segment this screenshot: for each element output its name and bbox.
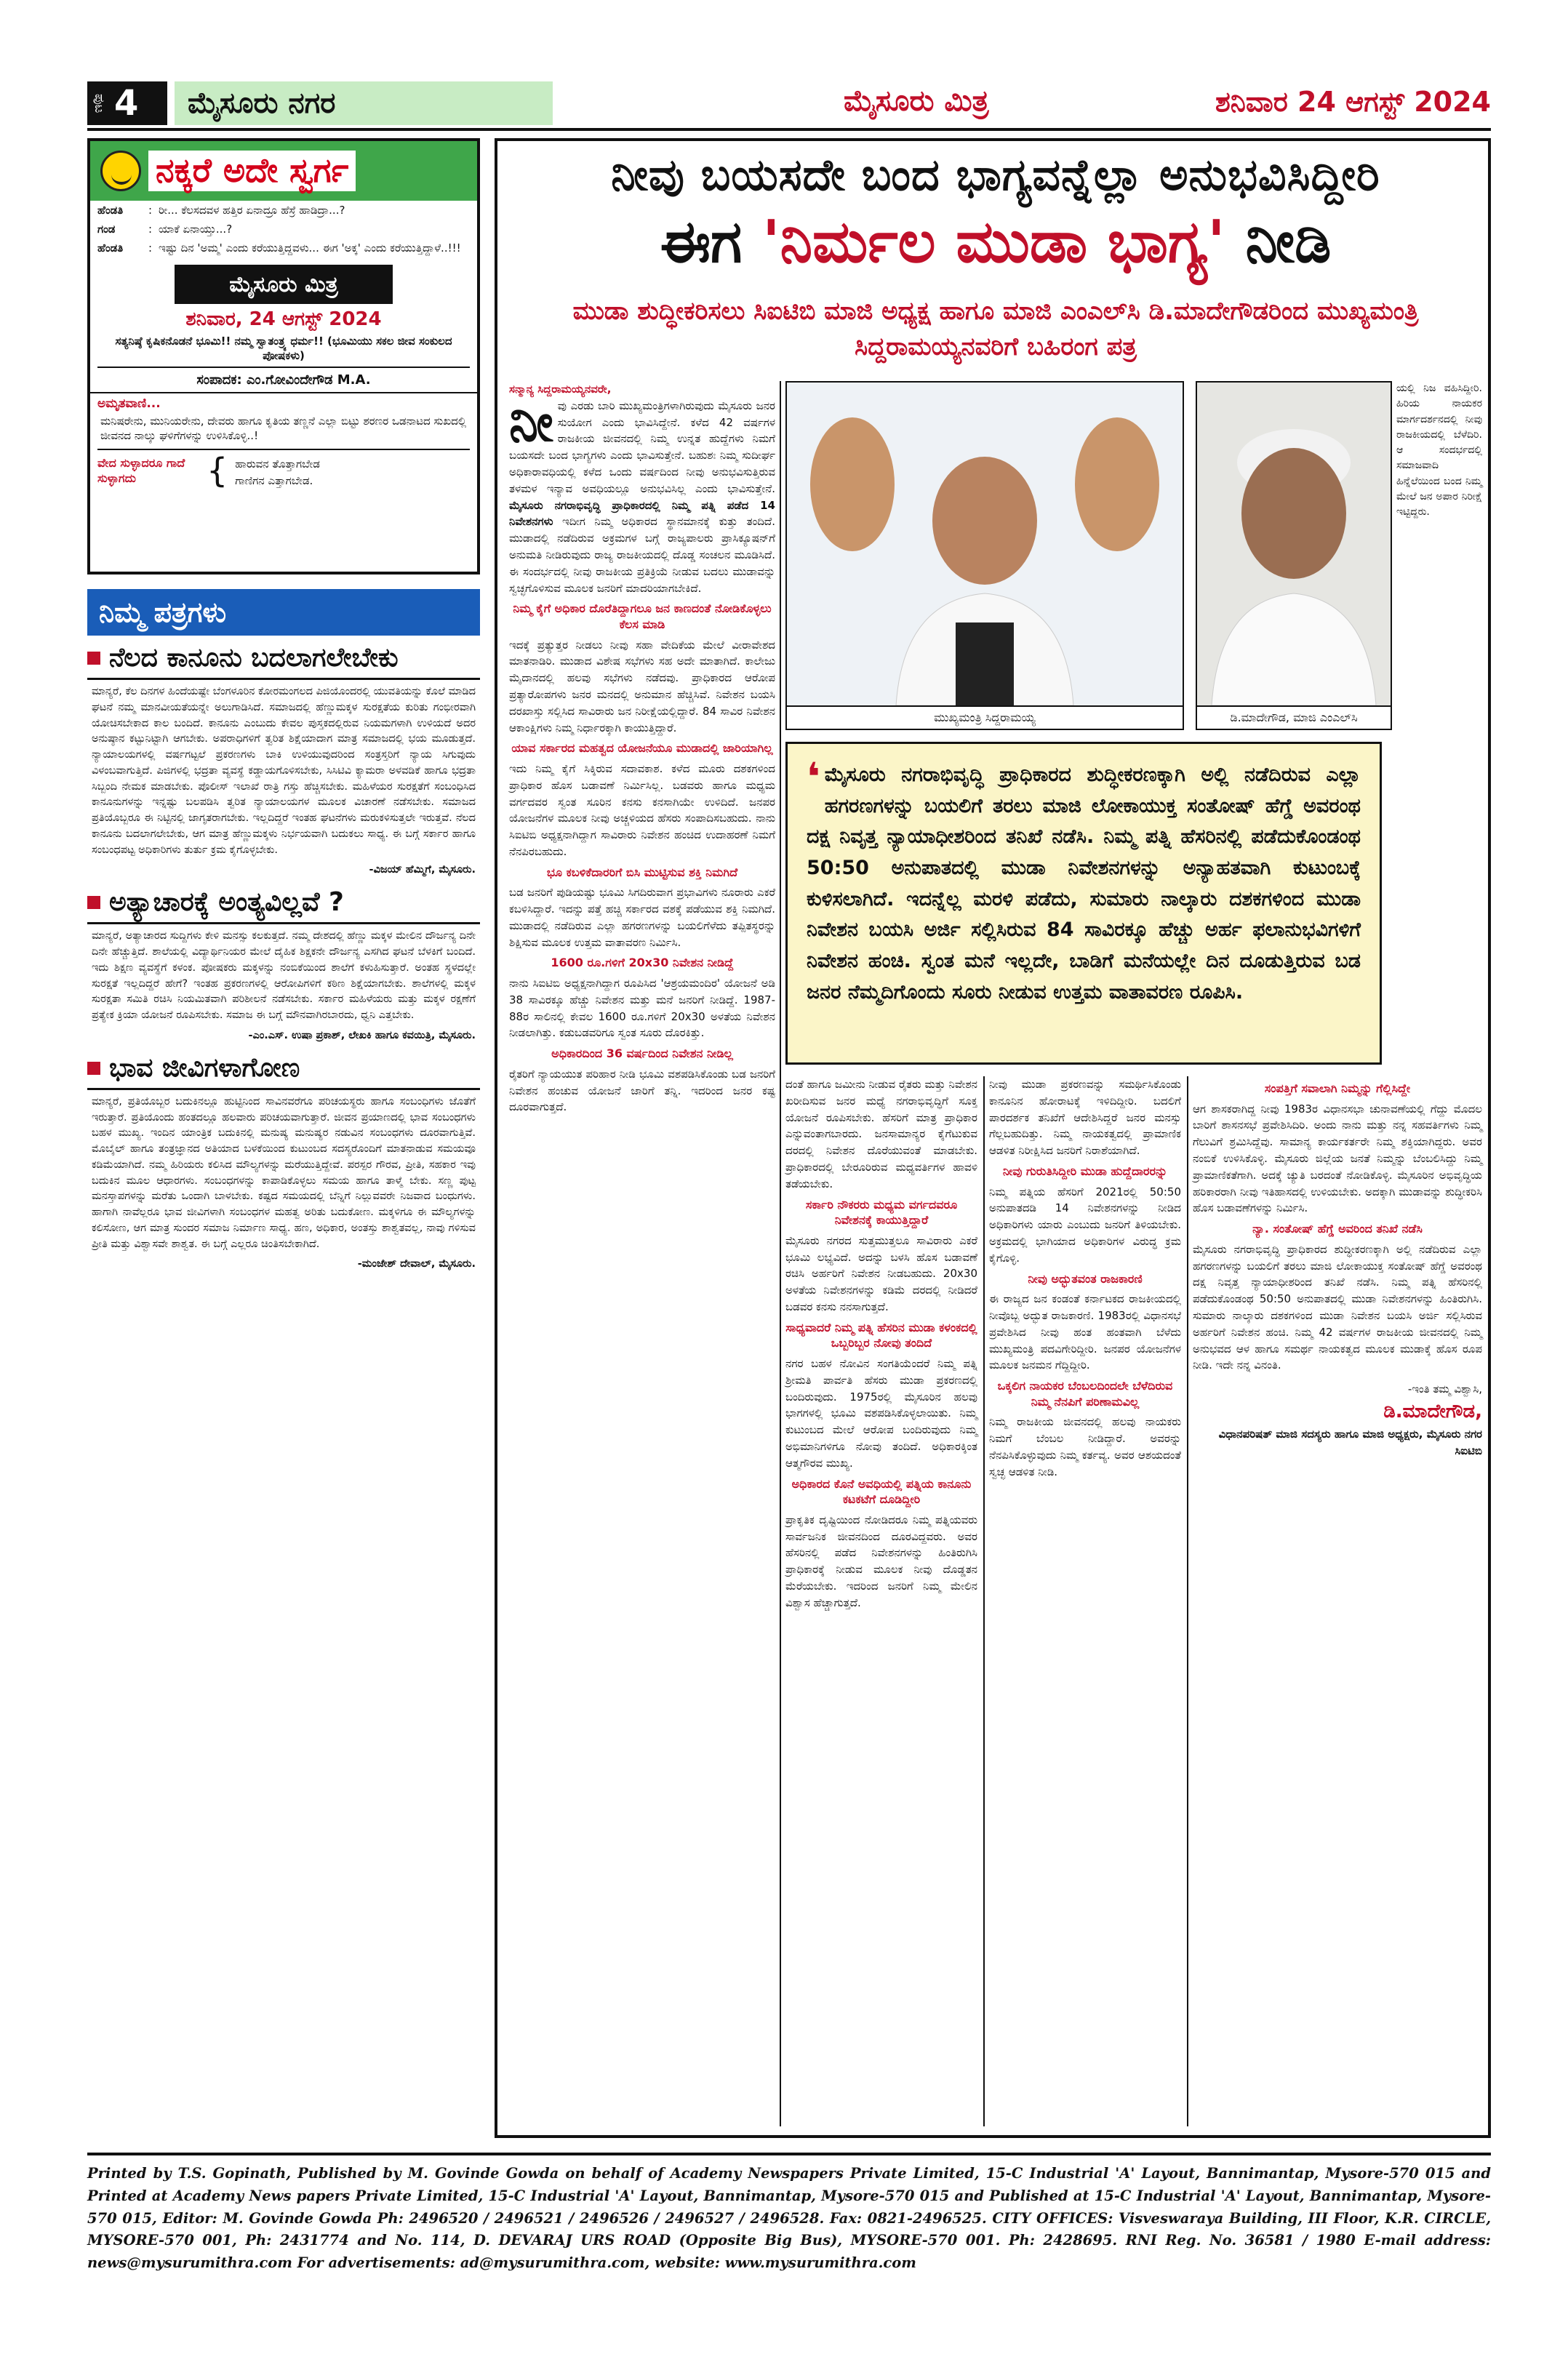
- joke-text: ಯಾಕೆ ಏನಾಯ್ತು...?: [159, 223, 233, 236]
- quote-mark-icon: ❛: [807, 754, 820, 800]
- newspaper-brand: ಮೈಸೂರು ಮಿತ್ರ: [844, 84, 989, 118]
- masthead: [87, 81, 1491, 125]
- letter-title: ಭಾವ ಜೀವಿಗಳಾಗೋಣ: [109, 1052, 300, 1083]
- joke-box: [87, 138, 480, 575]
- story-paragraph: ಆಗ ಶಾಸಕರಾಗಿದ್ದ ನೀವು 1983ರ ವಿಧಾನಸಭಾ ಚುನಾವಣೆಯಲ್ಲಿ ಗೆದ್ದು ಮೊದಲ ಬಾರಿಗೆ ಶಾಸನಸಭೆ ಪ್ರವೇಶಿಸಿದಿರಿ. ಅಂದು ನಾನು ಮತ್ತು ನನ್ನ ಸಹವರ್ತಿಗಳು ನಿಮ್ಮ ಗೆಲುವಿಗೆ ಶ್ರಮಿಸಿದ್ದೆವು. ಸಾಮಾನ್ಯ ಕಾರ್ಯಕರ್ತರೇ ನಿಮ್ಮ ಶಕ್ತಿಯಾಗಿದ್ದರು. ಅವರ ನಂಬಿಕೆ ಉಳಿಸಿಕೊಳ್ಳಿ. ಮೈಸೂರು ಜಿಲ್ಲೆಯ ಜನತೆ ನಿಮ್ಮನ್ನು ಬೆಂಬಲಿಸಿದ್ದು ನಿಮ್ಮ ಪ್ರಾಮಾಣಿಕತೆಗಾಗಿ. ಅದಕ್ಕೆ ಚ್ಯುತಿ ಬರದಂತೆ ನೋಡಿಕೊಳ್ಳಿ. ಮೈಸೂರಿನ ಅಭಿವೃದ್ಧಿಯ ಹರಿಕಾರರಾಗಿ ನೀವು ಇತಿಹಾಸದಲ್ಲಿ ಉಳಿಯಬೇಕು. ಅದಕ್ಕಾಗಿ ಮುಡಾವನ್ನು ಶುದ್ಧೀಕರಿಸಿ ಹೊಸ ಬಡಾವಣೆಗಳನ್ನು ನಿರ್ಮಿಸಿ.: [1193, 1102, 1482, 1215]
- story-subheading: ಸಂಪತ್ತಿಗೆ ಸವಾಲಾಗಿ ನಿಮ್ಮನ್ನು ಗೆಲ್ಲಿಸಿದ್ದೇ: [1264, 1081, 1411, 1095]
- story-paragraph: ರೈತರಿಗೆ ನ್ಯಾಯಯುತ ಪರಿಹಾರ ನೀಡಿ ಭೂಮಿ ವಶಪಡಿಸಿಕೊಂಡು ಬಡ ಜನರಿಗೆ ನಿವೇಶನ ಹಂಚುವ ಯೋಜನೆ ಜಾರಿಗೆ ತನ್ನಿ. ಇದರಿಂದ ಜನರ ಕಷ್ಟ ದೂರವಾಗುತ್ತದೆ.: [509, 1067, 775, 1114]
- editor-line: ಸಂಪಾದಕ: ಎಂ.ಗೋವಿಂದೇಗೌಡ M.A.: [97, 367, 470, 392]
- story-subheading: ಸಾಧ್ಯವಾದರೆ ನಿಮ್ಮ ಪತ್ನಿ ಹೆಸರಿನ ಮುಡಾ ಕಳಂಕದಲ್ಲಿ ಒಬ್ಬರಿಬ್ಬರ ನೋವು ತಂದಿದೆ: [785, 1320, 977, 1350]
- main-story: [495, 138, 1491, 2138]
- joke-line: ಹೆಂಡತಿ : ರೀ... ಕೆಲಸದವಳ ಹತ್ತಿರ ಏನಾದ್ರೂ ಹೆಸ್ರೆ ಹಾಡಿದ್ರಾ...?: [97, 204, 345, 217]
- square-bullet-icon: [87, 896, 100, 909]
- story-paragraph: ಯಲ್ಲಿ ನಿಜ ವಹಿಸಿದ್ದೀರಿ. ಹಿರಿಯ ನಾಯಕರ ಮಾರ್ಗದರ್ಶನದಲ್ಲಿ ನೀವು ರಾಜಕೀಯದಲ್ಲಿ ಬೆಳೆದಿರಿ. ಆ ಸಂದರ್ಭದಲ್ಲಿ ಸಮಾಜವಾದಿ ಹಿನ್ನೆಲೆಯಿಂದ ಬಂದ ನಿಮ್ಮ ಮೇಲೆ ಜನ ಅಪಾರ ನಿರೀಕ್ಷೆ ಇಟ್ಟಿದ್ದರು.: [1396, 383, 1482, 519]
- story-paragraph: ಮೈಸೂರು ನಗರಾಭಿವೃದ್ಧಿ ಪ್ರಾಧಿಕಾರದ ಶುದ್ಧೀಕರಣಕ್ಕಾಗಿ ಅಲ್ಲಿ ನಡೆದಿರುವ ಎಲ್ಲಾ ಹಗರಣಗಳನ್ನು ಬಯಲಿಗೆ ತರಲು ಮಾಜಿ ಲೋಕಾಯುಕ್ತ ಸಂತೋಷ್ ಹೆಗ್ಡೆ ಅವರಂಥ ದಕ್ಷ ನಿವೃತ್ತ ನ್ಯಾಯಾಧೀಶರಿಂದ ತನಿಖೆ ನಡೆಸಿ. ನಿಮ್ಮ ಪತ್ನಿ ಹೆಸರಿನಲ್ಲಿ ಪಡೆದುಕೊಂಡಂಥ 50:50 ಅನುಪಾತದಲ್ಲಿ ಮುಡಾ ನಿವೇಶನಗಳನ್ನು ಹಿಂತಿರುಗಿಸಿ. ಸುಮಾರು ನಾಲ್ಕಾರು ದಶಕಗಳಿಂದ ಮುಡಾ ನಿವೇಶನ ಬಯಸಿ ಅರ್ಜಿ ಸಲ್ಲಿಸಿರುವ ಅರ್ಹರಿಗೆ ನಿವೇಶನ ಹಂಚಿ. ನಿಮ್ಮ 42 ವರ್ಷಗಳ ರಾಜಕೀಯ ಜೀವನದಲ್ಲಿ ನಿಮ್ಮ ಅನುಭವದ ಆಳ ಹಾಗೂ ಸಮರ್ಥ ನಾಯಕತ್ವದ ಮೂಲಕ ಮುಡಾಕ್ಕೆ ಹೊಸ ರೂಪ ನೀಡಿ. ಇದೇ ನನ್ನ ವಿನಂತಿ.: [1193, 1242, 1482, 1372]
- story-column-4-top: [1396, 381, 1482, 520]
- joke-text: ರೀ... ಕೆಲಸದವಳ ಹತ್ತಿರ ಏನಾದ್ರೂ ಹೆಸ್ರೆ ಹಾಡಿದ್ರಾ...?: [159, 204, 345, 217]
- joke-header: [90, 141, 477, 201]
- letter-signoff: -ವಿಜಯ್ ಹೆಮ್ಮಿಗೆ, ಮೈಸೂರು.: [369, 864, 476, 876]
- person-portrait-icon: [787, 383, 1183, 705]
- letter-body: ಮಾನ್ಯರೆ, ಪ್ರತಿಯೊಬ್ಬರ ಬದುಕಿನಲ್ಲೂ ಹುಟ್ಟಿನಿಂದ ಸಾವಿನವರೆಗೂ ಪರಿಚಯಸ್ಥರು ಹಾಗೂ ಸಂಬಂಧಿಗಳು ಜೊತೆಗೆ ಇರುತ್ತಾರೆ. ಪ್ರತಿಯೊಂದು ಹಂತದಲ್ಲೂ ಹಲವಾರು ಪರಿಚಯವಾಗುತ್ತಾರೆ. ಜೀವನ ಪ್ರಯಾಣದಲ್ಲಿ ಭಾವ ಸಂಬಂಧಗಳು ಬಹಳ ಮುಖ್ಯ. ಇಂದಿನ ಯಾಂತ್ರಿಕ ಬದುಕಿನಲ್ಲಿ ಮನುಷ್ಯ ಮನುಷ್ಯರ ನಡುವಿನ ಸಂಬಂಧಗಳು ದೂರವಾಗುತ್ತಿವೆ. ಮೊಬೈಲ್ ಹಾಗೂ ತಂತ್ರಜ್ಞಾನದ ಅತಿಯಾದ ಬಳಕೆಯಿಂದ ಕುಟುಂಬದ ಸದಸ್ಯರೊಂದಿಗೆ ಮಾತನಾಡುವ ಸಮಯವೂ ಕಡಿಮೆಯಾಗಿದೆ. ನಮ್ಮ ಹಿರಿಯರು ಕಲಿಸಿದ ಮೌಲ್ಯಗಳನ್ನು ಮರೆಯುತ್ತಿದ್ದೇವೆ. ಪರಸ್ಪರ ಗೌರವ, ಪ್ರೀತಿ, ಸಹಕಾರ ಇವು ಬದುಕಿನ ಮೂಲ ಆಧಾರಗಳು. ಸಂಬಂಧಗಳನ್ನು ಕಾಪಾಡಿಕೊಳ್ಳಲು ಸಮಯ ಹಾಗೂ ತಾಳ್ಮೆ ಬೇಕು. ಸಣ್ಣ ಪುಟ್ಟ ಮನಸ್ತಾಪಗಳನ್ನು ಮರೆತು ಒಂದಾಗಿ ಬಾಳಬೇಕು. ಕಷ್ಟದ ಸಮಯದಲ್ಲಿ ಬೆನ್ನಿಗೆ ನಿಲ್ಲುವವರೇ ನಿಜವಾದ ಬಂಧುಗಳು. ಹಾಗಾಗಿ ನಾವೆಲ್ಲರೂ ಭಾವ ಜೀವಿಗಳಾಗಿ ಸಂಬಂಧಗಳ ಮಹತ್ವ ಅರಿತು ಬದುಕೋಣ. ಮಕ್ಕಳಿಗೂ ಈ ಮೌಲ್ಯಗಳನ್ನು ಕಲಿಸೋಣ, ಆಗ ಮಾತ್ರ ಸುಂದರ ಸಮಾಜ ನಿರ್ಮಾಣ ಸಾಧ್ಯ. ಹಣ, ಅಧಿಕಾರ, ಅಂತಸ್ತು ಶಾಶ್ವತವಲ್ಲ, ನಾವು ಗಳಿಸುವ ಪ್ರೀತಿ ಮತ್ತು ವಿಶ್ವಾಸವೇ ಶಾಶ್ವತ. ಈ ಬಗ್ಗೆ ಎಲ್ಲರೂ ಚಿಂತಿಸಬೇಕಾಗಿದೆ.: [92, 1095, 476, 1250]
- letter-title: ನೆಲದ ಕಾನೂನು ಬದಲಾಗಲೇಬೇಕು: [109, 643, 399, 673]
- headline-main-emphasis: 'ನಿರ್ಮಲ ಮುಡಾ ಭಾಗ್ಯ': [762, 208, 1225, 276]
- column-divider: [983, 1076, 985, 2126]
- letter-signoff: -ಮಂಜೇಶ್ ದೇವಾಲ್, ಮೈಸೂರು.: [357, 1258, 476, 1270]
- pull-quote-box: [785, 742, 1382, 1065]
- photo-chief-minister: [785, 381, 1184, 730]
- story-subheading: ನೀವು ಗುರುತಿಸಿದ್ದೀರಿ ಮುಡಾ ಹುದ್ದೆದಾರರನ್ನು: [1002, 1164, 1168, 1178]
- person-portrait-icon: [1197, 383, 1391, 705]
- joke-speaker: ಹೆಂಡತಿ: [97, 204, 124, 217]
- story-paragraph: ಇದಕ್ಕೆ ಪ್ರತ್ಯುತ್ತರ ನೀಡಲು ನೀವು ಸಹಾ ವೇದಿಕೆಯ ಮೇಲೆ ವೀರಾವೇಶದ ಮಾತನಾಡಿರಿ. ಮುಡಾದ ವಿಶೇಷ ಸಭೆಗಳು ಸಹ ಅದೇ ಮಾತಾಗಿದೆ. ಕಾಲೇಜು ಮೈದಾನದಲ್ಲಿ ಹಲವು ಸಭೆಗಳು ನಡೆದವು. ಪ್ರಾಧಿಕಾರದ ಆರೋಪ ಪ್ರತ್ಯಾರೋಪಗಳು ಜನರ ಮನದಲ್ಲಿ ಅನುಮಾನ ಹೆಚ್ಚಿಸಿವೆ. ನಿವೇಶನ ಬಯಸಿ ದರಖಾಸ್ತು ಸಲ್ಲಿಸಿದ ಸಾವಿರಾರು ಜನ ನಿರೀಕ್ಷೆಯಲ್ಲಿದ್ದಾರೆ. 84 ಸಾವಿರ ನಿವೇಶನ ಆಕಾಂಕ್ಷಿಗಳು ನಿಮ್ಮ ನಿರ್ಧಾರಕ್ಕಾಗಿ ಕಾಯುತ್ತಿದ್ದಾರೆ.: [509, 638, 775, 734]
- letter-heading: [87, 643, 480, 680]
- story-subheading: ನಿಮ್ಮ ಕೈಗೆ ಅಧಿಕಾರ ದೊರೆತಿದ್ದಾಗಲೂ ಜನ ಕಾಣದಂತೆ ನೋಡಿಕೊಳ್ಳಲು ಕೆಲಸ ಮಾಡಿ: [513, 601, 772, 631]
- letter-heading: [87, 887, 480, 924]
- pull-quote-text: ಮೈಸೂರು ನಗರಾಭಿವೃದ್ಧಿ ಪ್ರಾಧಿಕಾರದ ಶುದ್ಧೀಕರಣಕ್ಕಾಗಿ ಅಲ್ಲಿ ನಡೆದಿರುವ ಎಲ್ಲಾ ಹಗರಣಗಳನ್ನು ಬಯಲಿಗೆ ತರಲು ಮಾಜಿ ಲೋಕಾಯುಕ್ತ ಸಂತೋಷ್ ಹೆಗ್ಡೆ ಅವರಂಥ ದಕ್ಷ ನಿವೃತ್ತ ನ್ಯಾಯಾಧೀಶರಿಂದ ತನಿಖೆ ನಡೆಸಿ. ನಿಮ್ಮ ಪತ್ನಿ ಹೆಸರಿನಲ್ಲಿ ಪಡೆದುಕೊಂಡಂಥ 50:50 ಅನುಪಾತದಲ್ಲಿ ಮುಡಾ ನಿವೇಶನಗಳನ್ನು ಅನ್ಯಾಹತವಾಗಿ ಕುಟುಂಬಕ್ಕೆ ಕುಳಿಸಲಾಗಿದೆ. ಇದನ್ನೆಲ್ಲ ಮರಳಿ ಪಡೆದು, ಸುಮಾರು ನಾಲ್ಕಾರು ದಶಕಗಳಿಂದ ಮುಡಾ ನಿವೇಶನ ಬಯಸಿ ಅರ್ಜಿ ಸಲ್ಲಿಸಿರುವ 84 ಸಾವಿರಕ್ಕೂ ಹೆಚ್ಚು ಅರ್ಹ ಫಲಾನುಭವಿಗಳಿಗೆ ನಿವೇಶನ ಹಂಚಿ. ಸ್ವಂತ ಮನೆ ಇಲ್ಲದೇ, ಬಾಡಿಗೆ ಮನೆಯಲ್ಲೇ ದಿನ ದೂಡುತ್ತಿರುವ ಬಡ ಜನರ ನೆಮ್ಮದಿಗೊಂದು ಸೂರು ನೀಡುವ ಉತ್ತಮ ವಾತಾವರಣ ರೂಪಿಸಿ.: [807, 764, 1361, 1004]
- proverb-right: [235, 456, 320, 489]
- story-subheading: ಸರ್ಕಾರಿ ನೌಕರರು ಮಧ್ಯಮ ವರ್ಗದವರೂ ನಿವೇಶನಕ್ಕೆ ಕಾಯುತ್ತಿದ್ದಾರೆ: [805, 1197, 958, 1228]
- section-name: ಮೈಸೂರು ನಗರ: [175, 81, 553, 125]
- column-divider: [780, 381, 781, 2126]
- story-subheading: ನ್ಯಾ. ಸಂತೋಷ್ ಹೆಗ್ಡೆ ಅವರಿಂದ ತನಿಖೆ ನಡೆಸಿ: [1252, 1222, 1423, 1236]
- mini-date: ಶನಿವಾರ, 24 ಆಗಸ್ಟ್ 2024: [185, 308, 382, 330]
- story-paragraph: ನೀವು ಮುಡಾ ಪ್ರಕರಣವನ್ನು ಸಮರ್ಥಿಸಿಕೊಂಡು ಕಾನೂನಿನ ಹೋರಾಟಕ್ಕೆ ಇಳಿದಿದ್ದೀರಿ. ಬದಲಿಗೆ ಪಾರದರ್ಶಕ ತನಿಖೆಗೆ ಆದೇಶಿಸಿದ್ದರೆ ಜನರ ಮನಸ್ಸು ಗೆಲ್ಲಬಹುದಿತ್ತು. ನಿಮ್ಮ ನಾಯಕತ್ವದಲ್ಲಿ ಪ್ರಾಮಾಣಿಕ ಆಡಳಿತ ನಿರೀಕ್ಷಿಸಿದ ಜನರಿಗೆ ನಿರಾಶೆಯಾಗಿದೆ.: [989, 1078, 1181, 1158]
- dateline: ಶನಿವಾರ 24 ಆಗಸ್ಟ್ 2024: [1215, 86, 1491, 118]
- story-paragraph: ನಿಮ್ಮ ಪತ್ನಿಯ ಹೆಸರಿಗೆ 2021ರಲ್ಲಿ 50:50 ಅನುಪಾತದಡಿ 14 ನಿವೇಶನಗಳನ್ನು ನೀಡಿದ ಅಧಿಕಾರಿಗಳು ಯಾರು ಎಂಬುದು ಜನರಿಗೆ ತಿಳಿಯಬೇಕು. ಅಕ್ರಮದಲ್ಲಿ ಭಾಗಿಯಾದ ಅಧಿಕಾರಿಗಳ ವಿರುದ್ಧ ಕ್ರಮ ಕೈಗೊಳ್ಳಿ.: [989, 1185, 1181, 1265]
- joke-text: ಇಷ್ಟು ದಿನ 'ಅಮ್ಮ' ಎಂದು ಕರೆಯುತ್ತಿದ್ದವಳು... ಈಗ 'ಅಕ್ಕ' ಎಂದು ಕರೆಯುತ್ತಿದ್ದಾಳೆ..!!!: [159, 241, 461, 255]
- story-subheading: ಅಧಿಕಾರದ ಕೊನೆ ಅವಧಿಯಲ್ಲಿ ಪತ್ನಿಯ ಕಾನೂನು ಕಟಕಟೆಗೆ ದೂಡಿದ್ದೀರಿ: [791, 1476, 972, 1507]
- page-number-tag: [87, 81, 167, 125]
- story-paragraph: ನಿಮ್ಮ ರಾಜಕೀಯ ಜೀವನದಲ್ಲಿ ಹಲವು ನಾಯಕರು ನಿಮಗೆ ಬೆಂಬಲ ನೀಡಿದ್ದಾರೆ. ಅವರನ್ನು ನೆನಪಿಸಿಕೊಳ್ಳುವುದು ನಿಮ್ಮ ಕರ್ತವ್ಯ. ಅವರ ಆಶಯದಂತೆ ಸ್ವಚ್ಛ ಆಡಳಿತ ನೀಡಿ.: [989, 1415, 1181, 1478]
- square-bullet-icon: [87, 1062, 100, 1075]
- letter-body: ಮಾನ್ಯರೆ, ಕೆಲ ದಿನಗಳ ಹಿಂದೆಯಷ್ಟೇ ಬೆಂಗಳೂರಿನ ಕೋರಮಂಗಲದ ಪಿಜಿಯೊಂದರಲ್ಲಿ ಯುವತಿಯನ್ನು ಕೊಲೆ ಮಾಡಿದ ಘಟನೆ ನಮ್ಮ ಮಾನವೀಯತೆಯನ್ನೇ ಅಲುಗಾಡಿಸಿದೆ. ಸಮಾಜದಲ್ಲಿ ಹೆಣ್ಣುಮಕ್ಕಳ ಸುರಕ್ಷತೆಯ ಕುರಿತು ಗಂಭೀರವಾಗಿ ಯೋಚಿಸಬೇಕಾದ ಕಾಲ ಬಂದಿದೆ. ಕಾನೂನು ಎಂಬುದು ಕೇವಲ ಪುಸ್ತಕದಲ್ಲಿರುವ ನಿಯಮಗಳಾಗಿ ಉಳಿಯದೆ ಅದರ ಅನುಷ್ಠಾನ ಕಟ್ಟುನಿಟ್ಟಾಗಿ ಆಗಬೇಕು. ಅಪರಾಧಿಗಳಿಗೆ ತ್ವರಿತ ಶಿಕ್ಷೆಯಾದಾಗ ಮಾತ್ರ ಸಮಾಜದಲ್ಲಿ ಭಯ ಮೂಡುತ್ತದೆ. ನ್ಯಾಯಾಲಯಗಳಲ್ಲಿ ವರ್ಷಗಟ್ಟಲೆ ಪ್ರಕರಣಗಳು ಬಾಕಿ ಉಳಿಯುವುದರಿಂದ ಸಂತ್ರಸ್ತರಿಗೆ ನ್ಯಾಯ ಸಿಗುವುದು ವಿಳಂಬವಾಗುತ್ತಿದೆ. ಪಿಜಿಗಳಲ್ಲಿ ಭದ್ರತಾ ವ್ಯವಸ್ಥೆ ಕಡ್ಡಾಯಗೊಳಿಸಬೇಕು, ಸಿಸಿಟಿವಿ ಕ್ಯಾಮರಾ ಅಳವಡಿಕೆ ಹಾಗೂ ಭದ್ರತಾ ಸಿಬ್ಬಂದಿ ನೇಮಕ ಮಾಡಬೇಕು. ಪೊಲೀಸ್ ಇಲಾಖೆ ರಾತ್ರಿ ಗಸ್ತು ಹೆಚ್ಚಿಸಬೇಕು. ಮಹಿಳೆಯರ ಸುರಕ್ಷತೆಗೆ ಸಂಬಂಧಿಸಿದ ಕಾನೂನುಗಳನ್ನು ಇನ್ನಷ್ಟು ಬಲಪಡಿಸಿ ತ್ವರಿತ ನ್ಯಾಯಾಲಯಗಳ ಮೂಲಕ ವಿಚಾರಣೆ ನಡೆಸಬೇಕು. ಸಮಾಜದ ಪ್ರತಿಯೊಬ್ಬರೂ ಈ ನಿಟ್ಟಿನಲ್ಲಿ ಜಾಗೃತರಾಗಬೇಕು. ಇಲ್ಲದಿದ್ದರೆ ಇಂತಹ ಘಟನೆಗಳು ಮರುಕಳಿಸುತ್ತಲೇ ಇರುತ್ತವೆ. ನೆಲದ ಕಾನೂನು ಬದಲಾಗಲೇಬೇಕು, ಆಗ ಮಾತ್ರ ಹೆಣ್ಣುಮಕ್ಕಳು ನಿರ್ಭಯವಾಗಿ ಬದುಕಲು ಸಾಧ್ಯ. ಈ ಬಗ್ಗೆ ಸರ್ಕಾರ ಹಾಗೂ ಸಂಬಂಧಪಟ್ಟ ಅಧಿಕಾರಿಗಳು ತುರ್ತು ಕ್ರಮ ಕೈಗೊಳ್ಳಬೇಕು.: [92, 686, 476, 856]
- joke-speaker: ಗಂಡ: [97, 223, 116, 236]
- joke-title: ನಕ್ಕರೆ ಅದೇ ಸ್ವರ್ಗ: [148, 151, 356, 191]
- print-imprint: Printed by T.S. Gopinath, Published by M. Govinde Gowda on behalf of Academy Newspapers Private Limited, 15-C Industrial 'A' Layout, Bannimantap, Mysore-570 015 and Printed at Academy News papers Private Limited, 15-C Industrial 'A' Layout, Bannimantap, Mysore-570 015 and Published at 15-C Industrial 'A' Layout, Bannimantap, Mysore-570 015, Editor: M. Govinde Gowda Ph: 2496520 / 2496521 / 2496526 / 2496527 / 2496528. Fax: 0821-2496525. CITY OFFICES: Visveswaraya Building, III Floor, K.R. CIRCLE, MYSORE-570 001, Ph: 2431774 and No. 114, D. DEVARAJ URS ROAD (Opposite Big Bus), MYSORE-570 001. Ph: 2428695. RNI Reg. No. 36581 / 1980 E-mail address: news@mysurumithra.com For advertisements: ad@mysurumithra.com, website: www.mysurumithra.com: [87, 2153, 1491, 2282]
- salutation: ಸನ್ಮಾನ್ಯ ಸಿದ್ದರಾಮಯ್ಯನವರೇ,: [509, 383, 612, 396]
- story-paragraph: ಈ ರಾಜ್ಯದ ಜನ ಕಂಡಂತೆ ಕರ್ನಾಟಕದ ರಾಜಕೀಯದಲ್ಲಿ ನೀವೊಬ್ಬ ಅದ್ಭುತ ರಾಜಕಾರಣಿ. 1983ರಲ್ಲಿ ವಿಧಾನಸಭೆ ಪ್ರವೇಶಿಸಿದ ನೀವು ಹಂತ ಹಂತವಾಗಿ ಬೆಳೆದು ಮುಖ್ಯಮಂತ್ರಿ ಪದವಿಗೇರಿದ್ದೀರಿ. ಜನಪರ ಯೋಜನೆಗಳ ಮೂಲಕ ಜನಮನ ಗೆದ್ದಿದ್ದೀರಿ.: [989, 1292, 1181, 1372]
- joke-line: ಗಂಡ : ಯಾಕೆ ಏನಾಯ್ತು...?: [97, 223, 233, 236]
- story-paragraph: ಇದೀಗ ನಿಮ್ಮ ಅಧಿಕಾರದ ಸ್ಥಾನಮಾನಕ್ಕೆ ಕುತ್ತು ತಂದಿದೆ. ಮುಡಾದಲ್ಲಿ ನಡೆದಿರುವ ಅಕ್ರಮಗಳ ಬಗ್ಗೆ ರಾಜ್ಯಪಾಲರು ಪ್ರಾಸಿಕ್ಯೂಷನ್‌ಗೆ ಅನುಮತಿ ನೀಡಿರುವುದು ರಾಜ್ಯ ರಾಜಕೀಯದಲ್ಲಿ ದೊಡ್ಡ ಸಂಚಲನ ಮೂಡಿಸಿದೆ. ಈ ಸಂದರ್ಭದಲ್ಲಿ ನೀವು ರಾಜಕೀಯ ಪ್ರತಿಕ್ರಿಯೆ ನೀಡುವ ಬದಲು ಮುಡಾವನ್ನು ಸ್ವಚ್ಛಗೊಳಿಸುವ ಮೂಲಕ ಜನರಿಗೆ ಮಾದರಿಯಾಗಬೇಕಿದೆ.: [509, 515, 775, 595]
- story-paragraph: ವು ಎರಡು ಬಾರಿ ಮುಖ್ಯಮಂತ್ರಿಗಳಾಗಿರುವುದು ಮೈಸೂರು ಜನರ ಸುಯೋಗ ಎಂದು ಭಾವಿಸಿದ್ದೇನೆ. ಕಳೆದ 42 ವರ್ಷಗಳ ರಾಜಕೀಯ ಜೀವನದಲ್ಲಿ ನಿಮ್ಮ ಉನ್ನತ ಹುದ್ದೆಗಳು ನಿಮಗೆ ಬಯಸದೇ ಬಂದ ಭಾಗ್ಯಗಳು ಎಂದು ಭಾವಿಸುತ್ತೇನೆ. ಬಹುಶಃ ನಿಮ್ಮ ಸುದೀರ್ಘ ಅಧಿಕಾರಾವಧಿಯಲ್ಲಿ ಕಳೆದ ಒಂದು ವರ್ಷದಿಂದ ನೀವು ಅನುಭವಿಸುತ್ತಿರುವ ತಳಮಳ ಇನ್ಯಾವ ಅವಧಿಯಲ್ಲೂ ಅನುಭವಿಸಿಲ್ಲ ಎಂದು ಭಾವಿಸುತ್ತೇನೆ.: [509, 399, 775, 495]
- story-subheading: ನೀವು ಅದ್ಭುತವಂತ ರಾಜಕಾರಣಿ: [1028, 1271, 1143, 1286]
- story-column-2: [785, 1076, 977, 1611]
- story-paragraph: ಇದು ನಿಮ್ಮ ಕೈಗೆ ಸಿಕ್ಕಿರುವ ಸದಾವಕಾಶ. ಕಳೆದ ಮೂರು ದಶಕಗಳಿಂದ ಪ್ರಾಧಿಕಾರ ಹೊಸ ಬಡಾವಣೆ ನಿರ್ಮಿಸಿಲ್ಲ. ಬಡವರು ಹಾಗೂ ಮಧ್ಯಮ ವರ್ಗದವರ ಸ್ವಂತ ಸೂರಿನ ಕನಸು ಕನಸಾಗಿಯೇ ಉಳಿದಿದೆ. ಜನಪರ ಯೋಜನೆಗಳ ಮೂಲಕ ನೀವು ಅಚ್ಚಳಿಯದ ಹೆಸರು ಸಂಪಾದಿಸಬಹುದು. ನಾನು ಸಿಐಟಿಬಿ ಅಧ್ಯಕ್ಷನಾಗಿದ್ದಾಗ ಸಾವಿರಾರು ನಿವೇಶನ ಹಂಚಿದ ಉದಾಹರಣೆ ನಿಮಗೆ ನೆನಪಿರಬಹುದು.: [509, 761, 775, 858]
- letter-article: [87, 887, 480, 1046]
- subheadline: ಮುಡಾ ಶುದ್ಧೀಕರಿಸಲು ಸಿಐಟಿಬಿ ಮಾಜಿ ಅಧ್ಯಕ್ಷ ಹಾಗೂ ಮಾಜಿ ಎಂಎಲ್‌ಸಿ ಡಿ.ಮಾದೇಗೌಡರಿಂದ ಮುಖ್ಯಮಂತ್ರಿ ಸಿದ್ದರಾಮಯ್ಯನವರಿಗೆ ಬಹಿರಂಗ ಪತ್ರ: [572, 297, 1419, 362]
- letter-heading: [87, 1053, 480, 1090]
- story-subheading: ಭೂ ಕಬಳಿಕೆದಾರರಿಗೆ ಬಿಸಿ ಮುಟ್ಟಿಸುವ ಶಕ್ತಿ ನಿಮಗಿದೆ: [546, 865, 738, 879]
- story-paragraph: ಮೈಸೂರು ನಗರದ ಸುತ್ತಮುತ್ತಲೂ ಸಾವಿರಾರು ಎಕರೆ ಭೂಮಿ ಲಭ್ಯವಿದೆ. ಅದನ್ನು ಬಳಸಿ ಹೊಸ ಬಡಾವಣೆ ರಚಿಸಿ ಅರ್ಹರಿಗೆ ನಿವೇಶನ ನೀಡಬಹುದು. 20x30 ಅಳತೆಯ ನಿವೇಶನಗಳನ್ನು ಕಡಿಮೆ ದರದಲ್ಲಿ ನೀಡಿದರೆ ಬಡವರ ಕನಸು ನನಸಾಗುತ್ತದೆ.: [785, 1233, 977, 1313]
- joke-speaker: ಹೆಂಡತಿ: [97, 241, 124, 255]
- proverb-line: ಹಾರುವನ ತೊತ್ತಾಗಬೇಡ: [235, 457, 320, 471]
- photo-caption: ಮುಖ್ಯಮಂತ್ರಿ ಸಿದ್ದರಾಮಯ್ಯ: [787, 705, 1183, 729]
- story-paragraph: ಬಡ ಜನರಿಗೆ ಪುಡಿಯಷ್ಟು ಭೂಮಿ ಸಿಗದಿರುವಾಗ ಪ್ರಭಾವಿಗಳು ನೂರಾರು ಎಕರೆ ಕಬಳಿಸಿದ್ದಾರೆ. ಇದನ್ನು ಪತ್ತೆ ಹಚ್ಚಿ ಸರ್ಕಾರದ ವಶಕ್ಕೆ ಪಡೆಯುವ ಶಕ್ತಿ ನಿಮಗಿದೆ. ಮುಡಾದಲ್ಲಿ ನಡೆದಿರುವ ಎಲ್ಲಾ ಹಗರಣಗಳನ್ನು ಬಯಲಿಗೆಳೆದು ತಪ್ಪಿತಸ್ಥರನ್ನು ಶಿಕ್ಷಿಸುವ ಮೂಲಕ ಉತ್ತಮ ವಾತಾವರಣ ನಿರ್ಮಿಸಿ.: [509, 886, 775, 949]
- story-subheading: 1600 ರೂ.ಗಳಿಗೆ 20x30 ನಿವೇಶನ ನೀಡಿದ್ದೆ: [551, 956, 734, 970]
- proverb-box: [97, 449, 470, 489]
- letters-header-label: ನಿಮ್ಮ ಪತ್ರಗಳು: [99, 596, 227, 628]
- brace-glyph: {: [207, 451, 228, 490]
- headline-top: ನೀವು ಬಯಸದೇ ಬಂದ ಭಾಗ್ಯವನ್ನೆಲ್ಲಾ ಅನುಭವಿಸಿದ್ದೀರಿ: [611, 150, 1380, 201]
- left-column: [87, 138, 480, 2138]
- proverb-line: ಗಾಣಿಗನ ಎತ್ತಾಗಬೇಡ.: [235, 473, 313, 487]
- letter-body: ಮಾನ್ಯರೆ, ಅತ್ಯಾಚಾರದ ಸುದ್ದಿಗಳು ಕೇಳಿ ಮನಸ್ಸು ಕಲಕುತ್ತದೆ. ನಮ್ಮ ದೇಶದಲ್ಲಿ ಹೆಣ್ಣು ಮಕ್ಕಳ ಮೇಲಿನ ದೌರ್ಜನ್ಯ ದಿನೇ ದಿನೇ ಹೆಚ್ಚುತ್ತಿದೆ. ಶಾಲೆಯಲ್ಲಿ ವಿದ್ಯಾರ್ಥಿನಿಯರ ಮೇಲೆ ದೈಹಿಕ ಶಿಕ್ಷಕನೇ ದೌರ್ಜನ್ಯ ಎಸಗಿದ ಘಟನೆ ಬೆಳಕಿಗೆ ಬಂದಿದೆ. ಇದು ಶಿಕ್ಷಣ ವ್ಯವಸ್ಥೆಗೆ ಕಳಂಕ. ಪೋಷಕರು ಮಕ್ಕಳನ್ನು ನಂಬಿಕೆಯಿಂದ ಶಾಲೆಗೆ ಕಳುಹಿಸುತ್ತಾರೆ. ಅಂತಹ ಸ್ಥಳದಲ್ಲೇ ಸುರಕ್ಷತೆ ಇಲ್ಲದಿದ್ದರೆ ಹೇಗೆ? ಇಂತಹ ಪ್ರಕರಣಗಳಲ್ಲಿ ಆರೋಪಿಗಳಿಗೆ ಕಠಿಣ ಶಿಕ್ಷೆಯಾಗಬೇಕು. ಶಾಲೆಗಳಲ್ಲಿ ಮಕ್ಕಳ ಸುರಕ್ಷತಾ ಸಮಿತಿ ರಚಿಸಿ ನಿಯಮಿತವಾಗಿ ಪರಿಶೀಲನೆ ನಡೆಸಬೇಕು. ಸರ್ಕಾರ ಮಹಿಳೆಯರು ಮತ್ತು ಮಕ್ಕಳ ರಕ್ಷಣೆಗೆ ಪ್ರತ್ಯೇಕ ಕ್ರಿಯಾ ಯೋಜನೆ ರೂಪಿಸಬೇಕು. ಸಮಾಜ ಈ ಬಗ್ಗೆ ಮೌನವಾಗಿರಬಾರದು, ಧ್ವನಿ ಎತ್ತಬೇಕು.: [92, 930, 476, 1021]
- story-subheading: ಅಧಿಕಾರದಿಂದ 36 ವರ್ಷದಿಂದ ನಿವೇಶನ ನೀಡಿಲ್ಲ: [551, 1046, 733, 1061]
- column-divider: [1187, 1076, 1188, 2126]
- letter-title: ಅತ್ಯಾಚಾರಕ್ಕೆ ಅಂತ್ಯವಿಲ್ಲವೆ ?: [109, 887, 344, 918]
- signature-title: ವಿಧಾನಪರಿಷತ್ ಮಾಜಿ ಸದಸ್ಯರು ಹಾಗೂ ಮಾಜಿ ಅಧ್ಯಕ್ಷರು, ಮೈಸೂರು ನಗರ ಸಿಐಟಿಬಿ: [1218, 1428, 1482, 1458]
- story-column-4: [1193, 1076, 1482, 1460]
- story-subheading: ಯಾವ ಸರ್ಕಾರದ ಮಹತ್ವದ ಯೋಜನೆಯೂ ಮುಡಾದಲ್ಲಿ ಜಾರಿಯಾಗಿಲ್ಲ: [511, 741, 773, 756]
- photo-madegowda: [1196, 381, 1392, 730]
- photo-caption: ಡಿ.ಮಾದೇಗೌಡ, ಮಾಜಿ ಎಂಎಲ್‌ಸಿ: [1197, 705, 1391, 729]
- masthead-rule: [87, 128, 1491, 131]
- story-paragraph: ದಂತೆ ಹಾಗೂ ಜಮೀನು ನೀಡುವ ರೈತರು ಮತ್ತು ನಿವೇಶನ ಖರೀದಿಸುವ ಜನರ ಮಧ್ಯೆ ನಗರಾಭಿವೃದ್ಧಿಗೆ ಸೂಕ್ತ ಯೋಜನೆ ರೂಪಿಸಬೇಕು. ಹೆಸರಿಗೆ ಮಾತ್ರ ಪ್ರಾಧಿಕಾರ ಎನ್ನುವಂತಾಗಬಾರದು. ಜನಸಾಮಾನ್ಯರ ಕೈಗೆಟುಕುವ ದರದಲ್ಲಿ ನಿವೇಶನ ದೊರೆಯುವಂತೆ ಮಾಡಬೇಕು. ಪ್ರಾಧಿಕಾರದಲ್ಲಿ ಬೇರೂರಿರುವ ಮಧ್ಯವರ್ತಿಗಳ ಹಾವಳಿ ತಡೆಯಬೇಕು.: [785, 1078, 977, 1190]
- letter-article: [87, 1053, 480, 1275]
- mini-motto: ಸತ್ಯನಿಷ್ಠೆ ಕೃಷಿಕನೊಡನೆ ಭೂಮಿ!! ನಮ್ಮ ಸ್ವಾತಂತ್ರ್ಯ ಧರ್ಮ!! (ಭೂಮಿಯು ಸಕಲ ಜೀವ ಸಂಕುಲದ ಪೋಷಕಳು): [115, 335, 452, 363]
- proverb-left: ವೇದ ಸುಳ್ಳಾದರೂ ಗಾದೆ ಸುಳ್ಳಾಗದು: [97, 456, 185, 485]
- letter-article: [87, 643, 480, 880]
- dropcap: ನೀ: [509, 391, 553, 453]
- laughing-face-icon: [100, 151, 141, 191]
- mini-brand-logo: ಮೈಸೂರು ಮಿತ್ರ: [175, 265, 393, 304]
- letter-signoff: -ಎಂ.ಎಸ್. ಉಷಾ ಪ್ರಕಾಶ್, ಲೇಖಕಿ ಹಾಗೂ ಕವಯಿತ್ರಿ, ಮೈಸೂರು.: [248, 1029, 476, 1041]
- signature-closing: -ಇಂತಿ ತಮ್ಮ ವಿಶ್ವಾಸಿ,: [1407, 1382, 1482, 1396]
- story-paragraph: ನಗರ ಬಹಳ ನೋವಿನ ಸಂಗತಿಯೆಂದರೆ ನಿಮ್ಮ ಪತ್ನಿ ಶ್ರೀಮತಿ ಪಾರ್ವತಿ ಹೆಸರು ಮುಡಾ ಪ್ರಕರಣದಲ್ಲಿ ಬಂದಿರುವುದು. 1975ರಲ್ಲಿ ಮೈಸೂರಿನ ಹಲವು ಭಾಗಗಳಲ್ಲಿ ಭೂಮಿ ವಶಪಡಿಸಿಕೊಳ್ಳಲಾಯಿತು. ನಿಮ್ಮ ಕುಟುಂಬದ ಮೇಲೆ ಆರೋಪ ಬಂದಿರುವುದು ನಿಮ್ಮ ಅಭಿಮಾನಿಗಳಿಗೂ ನೋವು ತಂದಿದೆ. ಅಧಿಕಾರಕ್ಕಿಂತ ಆತ್ಮಗೌರವ ಮುಖ್ಯ.: [785, 1356, 977, 1470]
- page-number: 4: [114, 83, 139, 124]
- headline-main: [512, 208, 1479, 276]
- amrita-text: ಮನಿಷರೇನು, ಮುನಿಯರೇನು, ದೇವರು ಹಾಗೂ ಕೃತಿಯ ತಣ್ಣನೆ ಎಲ್ಲಾ ಬಿಟ್ಟು ಶರಣರ ಒಡನಾಟದ ಸುಖದಲ್ಲಿ ಜೀವನದ ನಾಲ್ಕು ಘಳಿಗೆಗಳನ್ನು ಉಳಿಸಿಕೊಳ್ಳಿ..!: [100, 414, 467, 442]
- story-column-1: [509, 381, 775, 1116]
- page-label: ಪುಟ: [92, 93, 107, 113]
- story-subheading: ಒಕ್ಕಲಿಗ ನಾಯಕರ ಬೆಂಬಲದಿಂದಲೇ ಬೆಳೆದಿರುವ ನಿಮ್ಮ ನೆನಪಿಗೆ ಪರಿಣಾಮವಿಲ್ಲ: [997, 1379, 1173, 1409]
- story-bold-text: ಮೈಸೂರು ನಗರಾಭಿವೃದ್ಧಿ ಪ್ರಾಧಿಕಾರದಲ್ಲಿ ನಿಮ್ಮ ಪತ್ನಿ ಪಡೆದ 14 ನಿವೇಶನಗಳು: [509, 498, 775, 529]
- headline-main-pre: ಈಗ: [660, 208, 763, 276]
- joke-line: ಹೆಂಡತಿ : ಇಷ್ಟು ದಿನ 'ಅಮ್ಮ' ಎಂದು ಕರೆಯುತ್ತಿದ್ದವಳು... ಈಗ 'ಅಕ್ಕ' ಎಂದು ಕರೆಯುತ್ತಿದ್ದಾಳೆ..!!!: [97, 241, 461, 255]
- headline-main-post: ನೀಡಿ: [1225, 208, 1332, 276]
- story-paragraph: ಪ್ರಾಕೃತಿಕ ದೃಷ್ಟಿಯಿಂದ ನೋಡಿದರೂ ನಿಮ್ಮ ಪತ್ನಿಯವರು ಸಾರ್ವಜನಿಕ ಜೀವನದಿಂದ ದೂರವಿದ್ದವರು. ಅವರ ಹೆಸರಿನಲ್ಲಿ ಪಡೆದ ನಿವೇಶನಗಳನ್ನು ಹಿಂತಿರುಗಿಸಿ ಪ್ರಾಧಿಕಾರಕ್ಕೆ ನೀಡುವ ಮೂಲಕ ನೀವು ದೊಡ್ಡತನ ಮೆರೆಯಬೇಕು. ಇದರಿಂದ ಜನರಿಗೆ ನಿಮ್ಮ ಮೇಲಿನ ವಿಶ್ವಾಸ ಹೆಚ್ಚಾಗುತ್ತದೆ.: [785, 1513, 977, 1609]
- amrita-label: ಅಮೃತವಾಣಿ...: [90, 392, 477, 414]
- signature-block: [1193, 1374, 1482, 1460]
- signature-name: ಡಿ.ಮಾದೇಗೌಡ,: [1383, 1400, 1482, 1422]
- story-paragraph: ನಾನು ಸಿಐಟಿಬಿ ಅಧ್ಯಕ್ಷನಾಗಿದ್ದಾಗ ರೂಪಿಸಿದ 'ಆಶ್ರಯಮಂದಿರ' ಯೋಜನೆ ಅಡಿ 38 ಸಾವಿರಕ್ಕೂ ಹೆಚ್ಚು ನಿವೇಶನ ಮತ್ತು ಮನೆ ಜನರಿಗೆ ನೀಡಿದ್ದೆ. 1987-88ರ ಸಾಲಿನಲ್ಲಿ ಕೇವಲ 1600 ರೂ.ಗಳಿಗೆ 20x30 ಅಳತೆಯ ನಿವೇಶನ ನೀಡಲಾಗಿತ್ತು. ಕಡುಬಡವರಿಗೂ ಸ್ವಂತ ಸೂರು ದೊರಕಿತ್ತು.: [509, 977, 775, 1040]
- square-bullet-icon: [87, 652, 100, 665]
- letters-header: [87, 589, 480, 636]
- story-column-3: [989, 1076, 1181, 1481]
